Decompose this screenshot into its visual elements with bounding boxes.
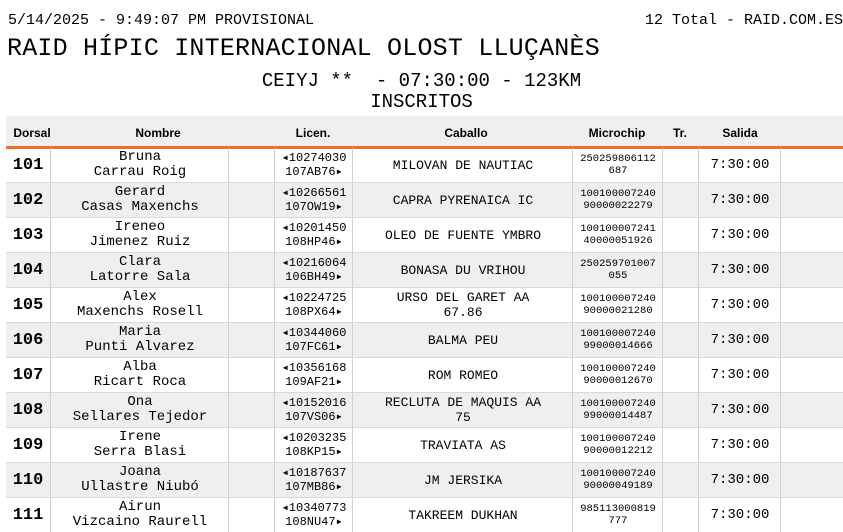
table-header bbox=[6, 116, 843, 149]
blank-cell bbox=[780, 498, 843, 532]
license-cell-lic2: 107OW19▸ bbox=[285, 200, 343, 214]
start-time-salida: 7:30:00 bbox=[710, 192, 770, 208]
rider-name bbox=[50, 428, 229, 462]
license-cell-lic1: ◂10340773 bbox=[281, 501, 347, 515]
license-cell-lic1: ◂10201450 bbox=[281, 221, 347, 235]
start-time-salida: 7:30:00 bbox=[710, 437, 770, 453]
spacer-cell bbox=[228, 358, 275, 392]
license-cell-lic1: ◂10152016 bbox=[281, 396, 347, 410]
rider-name-last: Sellares Tejedor bbox=[72, 409, 208, 425]
rider-name-first: Maria bbox=[118, 324, 161, 340]
total-and-site: 12 Total - RAID.COM.ES bbox=[644, 12, 843, 29]
license-cell-lic1: ◂10356168 bbox=[281, 361, 347, 375]
col-microchip: Microchip bbox=[588, 126, 646, 140]
rider-name bbox=[50, 148, 229, 182]
rider-name-last: Maxenchs Rosell bbox=[76, 304, 204, 320]
table-row bbox=[6, 497, 843, 532]
start-time bbox=[698, 323, 781, 357]
list-type: INSCRITOS bbox=[370, 91, 473, 113]
spacer-cell bbox=[228, 498, 275, 532]
microchip-cell bbox=[572, 498, 663, 532]
microchip-cell-chip2: 99000014487 bbox=[583, 410, 653, 422]
print-datetime-status: 5/14/2025 - 9:49:07 PM PROVISIONAL bbox=[8, 12, 315, 29]
category-line: CEIYJ ** - 07:30:00 - 123KM bbox=[261, 70, 582, 92]
microchip-cell-chip1: 100100007240 bbox=[580, 328, 656, 340]
microchip-cell-chip1: 100100007241 bbox=[580, 223, 656, 235]
rider-name bbox=[50, 288, 229, 322]
rider-name-first: Irene bbox=[118, 429, 161, 445]
dorsal-cell bbox=[6, 288, 50, 322]
start-time-salida: 7:30:00 bbox=[710, 402, 770, 418]
tr-cell bbox=[662, 288, 699, 322]
rider-name-first: Joana bbox=[118, 464, 161, 480]
horse-name bbox=[352, 393, 573, 427]
tr-cell bbox=[662, 218, 699, 252]
dorsal-cell bbox=[6, 358, 50, 392]
start-time bbox=[698, 428, 781, 462]
spacer-cell bbox=[228, 323, 275, 357]
start-time-salida: 7:30:00 bbox=[710, 367, 770, 383]
rider-name bbox=[50, 218, 229, 252]
spacer-cell bbox=[228, 428, 275, 462]
rider-name-last: Latorre Sala bbox=[89, 269, 191, 285]
start-time-salida: 7:30:00 bbox=[710, 332, 770, 348]
rider-name-last: Vizcaino Raurell bbox=[72, 514, 208, 530]
license-cell bbox=[274, 463, 353, 497]
blank-cell bbox=[780, 428, 843, 462]
microchip-cell bbox=[572, 288, 663, 322]
rider-name-first: Gerard bbox=[114, 184, 166, 200]
rider-name-last: Ricart Roca bbox=[93, 374, 187, 390]
dorsal-cell bbox=[6, 498, 50, 532]
microchip-cell bbox=[572, 218, 663, 252]
license-cell-lic2: 106BH49▸ bbox=[285, 270, 343, 284]
blank-cell bbox=[780, 148, 843, 182]
horse-name bbox=[352, 183, 573, 217]
tr-cell bbox=[662, 253, 699, 287]
blank-cell bbox=[780, 253, 843, 287]
spacer-cell bbox=[228, 183, 275, 217]
blank-cell bbox=[780, 358, 843, 392]
rider-name bbox=[50, 183, 229, 217]
license-cell-lic1: ◂10224725 bbox=[281, 291, 347, 305]
rider-name-first: Clara bbox=[118, 254, 161, 270]
microchip-cell bbox=[572, 393, 663, 427]
horse-name bbox=[352, 498, 573, 532]
tr-cell bbox=[662, 498, 699, 532]
license-cell-lic2: 107AB76▸ bbox=[285, 165, 343, 179]
rider-name-last: Punti Alvarez bbox=[85, 339, 195, 355]
table-row bbox=[6, 427, 843, 462]
horse-name-horse1: BONASA DU VRIHOU bbox=[400, 262, 526, 278]
microchip-cell-chip1: 100100007240 bbox=[580, 293, 656, 305]
license-cell-lic2: 108NU47▸ bbox=[285, 515, 343, 529]
horse-name bbox=[352, 253, 573, 287]
horse-name-horse2: 67.86 bbox=[443, 305, 483, 320]
microchip-cell-chip1: 100100007240 bbox=[580, 468, 656, 480]
horse-name-horse1: BALMA PEU bbox=[427, 332, 499, 348]
horse-name-horse1: RECLUTA DE MAQUIS AA bbox=[384, 395, 542, 410]
blank-cell bbox=[780, 393, 843, 427]
tr-cell bbox=[662, 148, 699, 182]
horse-name bbox=[352, 428, 573, 462]
dorsal-cell-dorsal: 106 bbox=[12, 330, 44, 350]
spacer-cell bbox=[228, 148, 275, 182]
dorsal-cell bbox=[6, 393, 50, 427]
start-time-salida: 7:30:00 bbox=[710, 227, 770, 243]
microchip-cell bbox=[572, 463, 663, 497]
tr-cell bbox=[662, 323, 699, 357]
tr-cell bbox=[662, 393, 699, 427]
rider-name-last: Jimenez Ruiz bbox=[89, 234, 191, 250]
microchip-cell-chip1: 100100007240 bbox=[580, 363, 656, 375]
rider-name bbox=[50, 323, 229, 357]
horse-name bbox=[352, 358, 573, 392]
spacer-cell bbox=[228, 288, 275, 322]
entries-table bbox=[6, 148, 843, 532]
microchip-cell-chip1: 100100007240 bbox=[580, 188, 656, 200]
dorsal-cell-dorsal: 108 bbox=[12, 400, 44, 420]
dorsal-cell bbox=[6, 183, 50, 217]
microchip-cell-chip1: 250259701007 bbox=[580, 258, 656, 270]
blank-cell bbox=[780, 288, 843, 322]
col-caballo: Caballo bbox=[444, 126, 488, 140]
rider-name-last: Carrau Roig bbox=[93, 164, 187, 180]
microchip-cell bbox=[572, 183, 663, 217]
spacer-cell bbox=[228, 463, 275, 497]
dorsal-cell bbox=[6, 218, 50, 252]
rider-name bbox=[50, 393, 229, 427]
start-time bbox=[698, 358, 781, 392]
tr-cell bbox=[662, 463, 699, 497]
blank-cell bbox=[780, 183, 843, 217]
license-cell-lic1: ◂10203235 bbox=[281, 431, 347, 445]
license-cell bbox=[274, 358, 353, 392]
dorsal-cell bbox=[6, 253, 50, 287]
horse-name-horse1: CAPRA PYRENAICA IC bbox=[392, 192, 534, 208]
license-cell-lic1: ◂10216064 bbox=[281, 256, 347, 270]
dorsal-cell bbox=[6, 463, 50, 497]
table-row bbox=[6, 462, 843, 497]
table-row bbox=[6, 217, 843, 252]
rider-name-first: Ona bbox=[127, 394, 153, 410]
horse-name-horse1: URSO DEL GARET AA bbox=[396, 290, 530, 305]
license-cell-lic1: ◂10266561 bbox=[281, 186, 347, 200]
microchip-cell-chip2: 687 bbox=[608, 165, 628, 177]
start-time bbox=[698, 253, 781, 287]
spacer-cell bbox=[228, 393, 275, 427]
license-cell bbox=[274, 288, 353, 322]
rider-name bbox=[50, 498, 229, 532]
dorsal-cell-dorsal: 101 bbox=[12, 155, 44, 175]
license-cell-lic2: 109AF21▸ bbox=[285, 375, 343, 389]
table-row bbox=[6, 148, 843, 182]
horse-name-horse1: TAKREEM DUKHAN bbox=[408, 507, 518, 523]
dorsal-cell-dorsal: 102 bbox=[12, 190, 44, 210]
microchip-cell-chip2: 90000021280 bbox=[583, 305, 653, 317]
spacer-cell bbox=[228, 253, 275, 287]
microchip-cell-chip1: 100100007240 bbox=[580, 433, 656, 445]
microchip-cell-chip2: 777 bbox=[608, 515, 628, 527]
start-time bbox=[698, 218, 781, 252]
tr-cell bbox=[662, 358, 699, 392]
license-cell bbox=[274, 183, 353, 217]
microchip-cell-chip1: 985113000819 bbox=[580, 503, 656, 515]
horse-name bbox=[352, 218, 573, 252]
event-title: RAID HÍPIC INTERNACIONAL OLOST LLUÇANÈS bbox=[7, 34, 600, 63]
rider-name-last: Serra Blasi bbox=[93, 444, 187, 460]
microchip-cell-chip2: 90000049189 bbox=[583, 480, 653, 492]
start-time-salida: 7:30:00 bbox=[710, 157, 770, 173]
dorsal-cell-dorsal: 107 bbox=[12, 365, 44, 385]
license-cell bbox=[274, 393, 353, 427]
horse-name-horse1: OLEO DE FUENTE YMBRO bbox=[384, 227, 542, 243]
blank-cell bbox=[780, 463, 843, 497]
rider-name-last: Casas Maxenchs bbox=[81, 199, 199, 215]
rider-name bbox=[50, 253, 229, 287]
microchip-cell bbox=[572, 323, 663, 357]
dorsal-cell-dorsal: 105 bbox=[12, 295, 44, 315]
horse-name-horse1: ROM ROMEO bbox=[427, 367, 499, 383]
start-time bbox=[698, 288, 781, 322]
col-tr: Tr. bbox=[672, 126, 687, 140]
license-cell bbox=[274, 253, 353, 287]
start-time bbox=[698, 498, 781, 532]
license-cell-lic2: 108HP46▸ bbox=[285, 235, 343, 249]
col-salida: Salida bbox=[722, 126, 758, 140]
spacer-cell bbox=[228, 218, 275, 252]
dorsal-cell-dorsal: 103 bbox=[12, 225, 44, 245]
horse-name bbox=[352, 148, 573, 182]
license-cell-lic1: ◂10274030 bbox=[281, 151, 347, 165]
table-row bbox=[6, 322, 843, 357]
horse-name-horse2: 75 bbox=[455, 410, 471, 425]
license-cell bbox=[274, 498, 353, 532]
microchip-cell-chip1: 250259806112 bbox=[580, 153, 656, 165]
horse-name bbox=[352, 463, 573, 497]
microchip-cell-chip2: 055 bbox=[608, 270, 628, 282]
start-time bbox=[698, 393, 781, 427]
horse-name bbox=[352, 288, 573, 322]
rider-name bbox=[50, 358, 229, 392]
table-row bbox=[6, 252, 843, 287]
table-row bbox=[6, 182, 843, 217]
dorsal-cell bbox=[6, 148, 50, 182]
table-row bbox=[6, 392, 843, 427]
horse-name bbox=[352, 323, 573, 357]
microchip-cell bbox=[572, 253, 663, 287]
start-time-salida: 7:30:00 bbox=[710, 507, 770, 523]
license-cell bbox=[274, 148, 353, 182]
start-time-salida: 7:30:00 bbox=[710, 297, 770, 313]
table-row bbox=[6, 287, 843, 322]
rider-name-first: Alex bbox=[123, 289, 157, 305]
dorsal-cell-dorsal: 110 bbox=[12, 470, 44, 490]
dorsal-cell bbox=[6, 428, 50, 462]
horse-name-horse1: MILOVAN DE NAUTIAC bbox=[392, 157, 534, 173]
dorsal-cell-dorsal: 111 bbox=[12, 505, 44, 525]
blank-cell bbox=[780, 218, 843, 252]
license-cell-lic2: 107VS06▸ bbox=[285, 410, 343, 424]
microchip-cell-chip2: 90000022279 bbox=[583, 200, 653, 212]
rider-name-first: Airun bbox=[118, 499, 161, 515]
rider-name-last: Ullastre Niubó bbox=[81, 479, 199, 495]
horse-name-horse1: TRAVIATA AS bbox=[420, 437, 506, 453]
start-time bbox=[698, 183, 781, 217]
rider-name-first: Alba bbox=[123, 359, 157, 375]
tr-cell bbox=[662, 428, 699, 462]
col-dorsal: Dorsal bbox=[13, 126, 51, 140]
start-time-salida: 7:30:00 bbox=[710, 472, 770, 488]
col-licen: Licen. bbox=[295, 126, 331, 140]
microchip-cell bbox=[572, 148, 663, 182]
license-cell bbox=[274, 323, 353, 357]
rider-name-first: Ireneo bbox=[114, 219, 166, 235]
table-row bbox=[6, 357, 843, 392]
microchip-cell-chip1: 100100007240 bbox=[580, 398, 656, 410]
license-cell-lic2: 107MB86▸ bbox=[285, 480, 343, 494]
start-time bbox=[698, 463, 781, 497]
dorsal-cell-dorsal: 109 bbox=[12, 435, 44, 455]
microchip-cell-chip2: 90000012212 bbox=[583, 445, 653, 457]
dorsal-cell bbox=[6, 323, 50, 357]
microchip-cell bbox=[572, 358, 663, 392]
tr-cell bbox=[662, 183, 699, 217]
license-cell bbox=[274, 218, 353, 252]
microchip-cell-chip2: 40000051926 bbox=[583, 235, 653, 247]
start-time-salida: 7:30:00 bbox=[710, 262, 770, 278]
license-cell bbox=[274, 428, 353, 462]
microchip-cell-chip2: 99000014666 bbox=[583, 340, 653, 352]
col-nombre: Nombre bbox=[135, 126, 181, 140]
license-cell-lic2: 107FC61▸ bbox=[285, 340, 343, 354]
microchip-cell bbox=[572, 428, 663, 462]
microchip-cell-chip2: 90000012670 bbox=[583, 375, 653, 387]
license-cell-lic1: ◂10187637 bbox=[281, 466, 347, 480]
license-cell-lic2: 108KP15▸ bbox=[285, 445, 343, 459]
rider-name-first: Bruna bbox=[118, 149, 161, 165]
start-time bbox=[698, 148, 781, 182]
dorsal-cell-dorsal: 104 bbox=[12, 260, 44, 280]
rider-name bbox=[50, 463, 229, 497]
license-cell-lic1: ◂10344060 bbox=[281, 326, 347, 340]
blank-cell bbox=[780, 323, 843, 357]
license-cell-lic2: 108PX64▸ bbox=[285, 305, 343, 319]
horse-name-horse1: JM JERSIKA bbox=[423, 472, 502, 488]
